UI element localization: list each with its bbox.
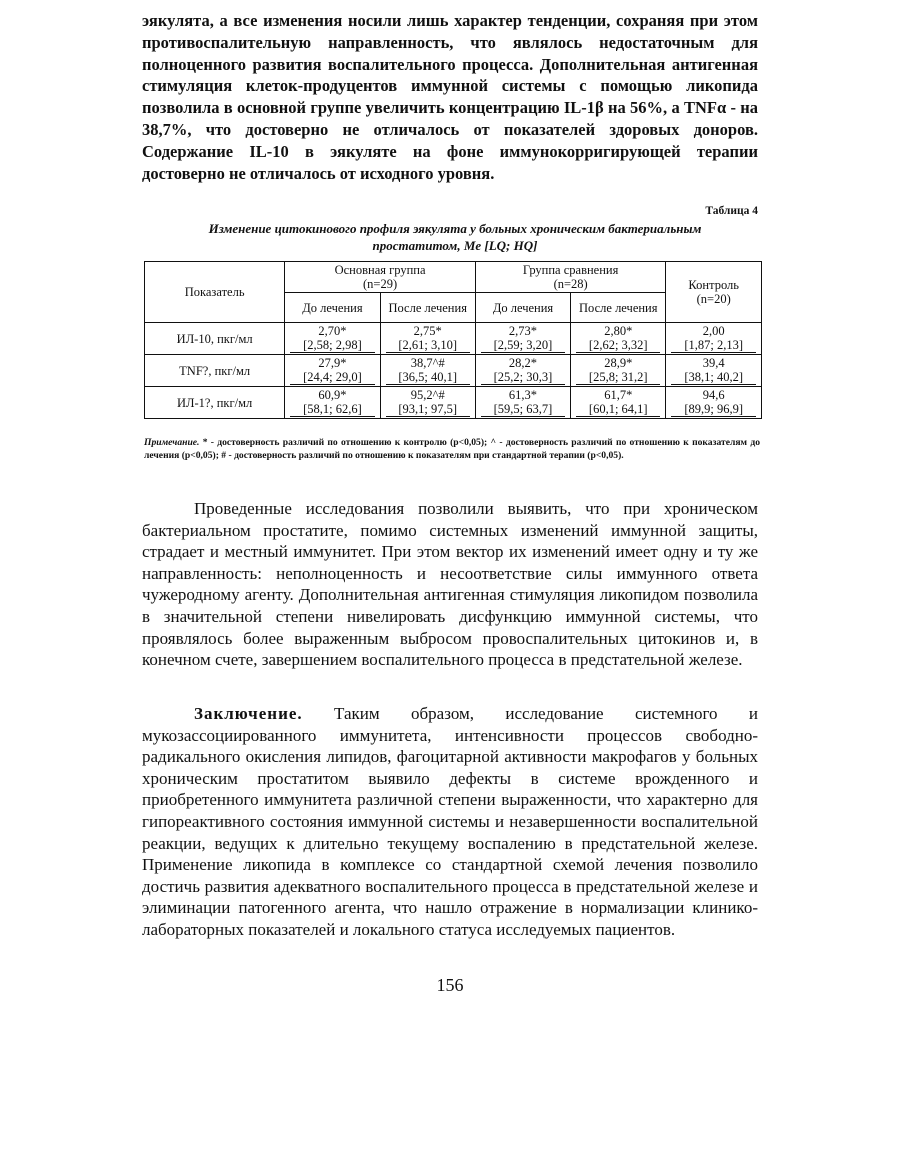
table-cell (285, 355, 380, 387)
cell-quartiles: [36,5; 40,1] (386, 370, 470, 385)
page-number: 156 (436, 975, 464, 995)
table-cell (666, 355, 762, 387)
table-cell (380, 355, 475, 387)
cell-quartiles: [2,62; 3,32] (576, 338, 660, 353)
cell-quartiles: [25,2; 30,3] (481, 370, 565, 385)
table-cell (380, 323, 475, 355)
cell-median: 2,80* (604, 324, 633, 338)
cell-median: 2,73* (508, 324, 538, 338)
header-main-before: До лечения (285, 293, 380, 323)
table-cell (666, 323, 762, 355)
table-note-text: * - достоверность различий по отношению к контролю (p<0,05); ^ - достоверность различий по отношению к показателям до лечения (p<0,05); # - достоверность различий по отношению к показателям при стандартной терапии (p<0,05). (144, 437, 760, 461)
cell-median: 95,2^# (410, 388, 445, 402)
row-indicator: ИЛ-1?, пкг/мл (145, 387, 285, 419)
cell-median: 60,9* (318, 388, 347, 402)
cell-median: 27,9* (318, 356, 347, 370)
table-number: Таблица 4 (705, 205, 758, 217)
cell-quartiles: [89,9; 96,9] (671, 402, 756, 417)
header-main-group: Основная группа (n=29) (285, 262, 476, 293)
table-note-label: Примечание. (144, 437, 200, 448)
table-cell (475, 355, 570, 387)
table-row (145, 323, 762, 355)
cell-quartiles: [2,58; 2,98] (290, 338, 374, 353)
table-cell (571, 323, 666, 355)
cell-median: 2,75* (413, 324, 442, 338)
table-header-row (145, 262, 762, 293)
cell-quartiles: [2,61; 3,10] (386, 338, 470, 353)
cell-median: 61,3* (508, 388, 538, 402)
header-main-after: После лечения (380, 293, 475, 323)
table-cell (475, 323, 570, 355)
cell-median: 2,00 (702, 324, 725, 338)
table-body (145, 323, 762, 419)
cell-quartiles: [59,5; 63,7] (481, 402, 565, 417)
table-note (144, 436, 760, 462)
paragraph-1: эякулята, а все изменения носили лишь характер тенденции, сохраняя при этом противоспалительную направленность, что являлось недостаточным для полноценного развития воспалительного процесса. Дополнительная антигенная стимуляция клеток-продуцентов иммунной системы с помощью ликопида позволила в основной группе увеличить концентрацию IL-1β на 56%, а TNFα - на 38,7%, что достоверно не отличалось от показателей здоровых доноров. Содержание IL-10 в эякуляте на фоне иммунокорригирующей терапии достоверно не отличалось от исходного уровня. (142, 11, 758, 183)
table-row (145, 387, 762, 419)
table-cell (571, 355, 666, 387)
cytokine-table (144, 261, 762, 419)
table-row (145, 355, 762, 387)
cell-quartiles: [60,1; 64,1] (576, 402, 660, 417)
cell-median: 94,6 (702, 388, 725, 402)
table-cell (285, 387, 380, 419)
table-cell (380, 387, 475, 419)
cell-quartiles: [58,1; 62,6] (290, 402, 374, 417)
table-cell (571, 387, 666, 419)
cell-median: 2,70* (318, 324, 347, 338)
header-comp-before: До лечения (475, 293, 570, 323)
cell-quartiles: [25,8; 31,2] (576, 370, 660, 385)
cell-quartiles: [93,1; 97,5] (386, 402, 470, 417)
table-cell (666, 387, 762, 419)
table-caption: Изменение цитокинового профиля эякулята у больных хроническим бактериальным простатитом, Me [LQ; HQ] (208, 221, 702, 253)
cell-quartiles: [24,4; 29,0] (290, 370, 374, 385)
cell-quartiles: [2,59; 3,20] (481, 338, 565, 353)
header-comp-after: После лечения (571, 293, 666, 323)
header-comparison-group: Группа сравнения (n=28) (475, 262, 666, 293)
cell-quartiles: [38,1; 40,2] (671, 370, 756, 385)
table-cell (475, 387, 570, 419)
header-control: Контроль (n=20) (666, 262, 762, 323)
cell-median: 38,7^# (410, 356, 445, 370)
conclusion-text: Таким образом, исследование системного и мукозассоциированного иммунитета, интенсивности процессов свободно-радикального окисления липидов, фагоцитарной активности макрофагов у больных хроническим простатитом выявило дефекты в системе врожденного и приобретенного иммунитета различной степени выраженности, что характерно для гипореактивного состояния иммунной системы и незавершенности воспалительной реакции, ведущих к длительно текущему воспалению в предстательной железе. Применение ликопида в комплексе со стандартной схемой лечения позволило достичь развития адекватного воспалительного процесса в предстательной железе и элиминации патогенного агента, что нашло отражение в нормализации клинико-лабораторных показателей и локального статуса исследуемых пациентов. (142, 704, 758, 939)
paragraph-2: Проведенные исследования позволили выявить, что при хроническом бактериальном простатите, помимо системных изменений иммунной защиты, страдает и местный иммунитет. При этом вектор их изменений имеет одну и ту же направленность: неполноценность и несоответствие силы иммунного ответа чужеродному агенту. Дополнительная антигенная стимуляция ликопидом позволила в значительной степени нивелировать дисфункцию иммунной системы, что проявлялось более выраженным выбросом провоспалительных цитокинов и, в конечном счете, завершением воспалительного процесса в предстательной железе. (142, 499, 758, 670)
row-indicator: TNF?, пкг/мл (145, 355, 285, 387)
header-indicator: Показатель (145, 262, 285, 323)
paragraph-conclusion (142, 703, 758, 941)
cell-median: 39,4 (702, 356, 725, 370)
cell-median: 28,9* (604, 356, 633, 370)
row-indicator: ИЛ-10, пкг/мл (145, 323, 285, 355)
conclusion-heading: Заключение. (194, 704, 303, 723)
cell-median: 28,2* (508, 356, 538, 370)
cell-median: 61,7* (604, 388, 633, 402)
table-cell (285, 323, 380, 355)
cell-quartiles: [1,87; 2,13] (671, 338, 756, 353)
